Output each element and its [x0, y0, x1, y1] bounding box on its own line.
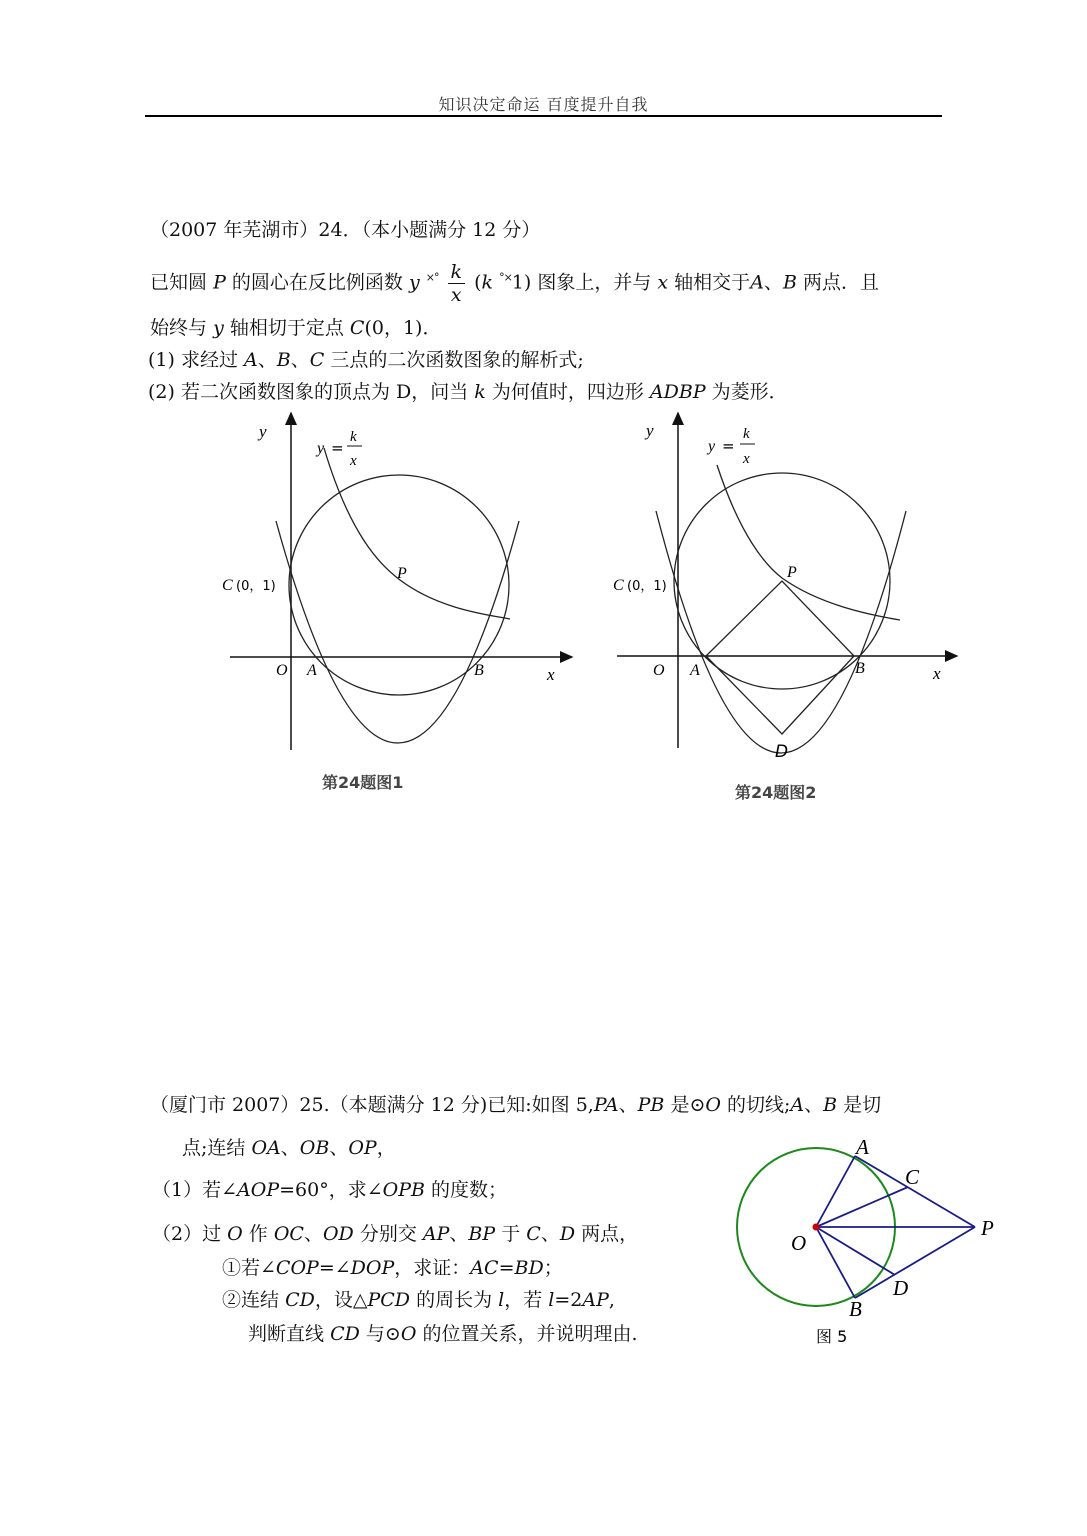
- curve-label-y: y: [317, 440, 325, 457]
- var-PB: PB: [637, 1094, 665, 1116]
- text: ，: [376, 1137, 396, 1159]
- curve-label-k: k: [350, 429, 357, 445]
- curve-label-k: k: [743, 426, 750, 442]
- text: 、: [290, 349, 310, 371]
- var-C: C: [526, 1223, 541, 1245]
- var-P: P: [213, 271, 226, 294]
- text: 已知圆: [150, 271, 208, 294]
- text: (0，1)．: [364, 317, 442, 339]
- text: 是切: [843, 1094, 882, 1116]
- point-C-coords: (0，1): [236, 579, 276, 594]
- origin-label: O: [276, 662, 288, 679]
- text: 、: [449, 1223, 469, 1245]
- var-AOP: AOP: [237, 1179, 280, 1201]
- point-B-label: B: [855, 660, 865, 677]
- text: 为菱形．: [711, 381, 788, 403]
- var-y: y: [408, 271, 420, 294]
- segment-OD: [816, 1227, 895, 1275]
- figure-24-1: [210, 405, 590, 805]
- var-l: l: [548, 1289, 555, 1311]
- segment-OB: [816, 1227, 855, 1298]
- var-B: B: [823, 1094, 838, 1116]
- text: 为何值时，四边形: [491, 381, 644, 403]
- curve-label-x: x: [350, 453, 357, 469]
- problem25-q2: [152, 1222, 638, 1246]
- curve-label-eq: =: [331, 439, 344, 457]
- text: 的位置关系，并说明理由.: [422, 1323, 638, 1345]
- point-B-label: B: [474, 662, 484, 679]
- text: 、: [329, 1137, 349, 1159]
- text: 、: [540, 1223, 560, 1245]
- problem25-intro: [150, 1093, 881, 1117]
- problem24-q1: [148, 348, 584, 372]
- problem25-sub3: [248, 1322, 637, 1346]
- var-DOP: DOP: [350, 1257, 395, 1279]
- var-B: B: [276, 349, 291, 371]
- var-OB: OB: [299, 1137, 330, 1159]
- text: 的切线;: [726, 1094, 791, 1116]
- problem24-line1: [150, 253, 879, 307]
- fraction-numerator: k: [448, 261, 466, 284]
- segment-OA: [816, 1156, 855, 1227]
- point-A-label: A: [307, 662, 317, 679]
- text: （厦门市 2007）25.（本题满分 12 分)已知:如图 5,: [150, 1094, 594, 1116]
- point-D-label: D: [893, 1276, 909, 1300]
- var-AP: AP: [582, 1289, 609, 1311]
- var-x: x: [657, 271, 669, 294]
- text: ，若: [504, 1289, 543, 1311]
- problem24-source: （2007 年芜湖市）24．（本小题满分 12 分）: [150, 219, 541, 241]
- text: 的周长为: [416, 1289, 493, 1311]
- text: =60°，求∠: [279, 1179, 383, 1201]
- var-OC: OC: [273, 1223, 304, 1245]
- var-O: O: [400, 1323, 417, 1345]
- hyperbola-curve: [324, 448, 510, 619]
- fraction-denominator: x: [450, 283, 462, 306]
- var-BP: BP: [468, 1223, 496, 1245]
- rhombus-ADBP: [706, 581, 854, 734]
- text: =∠: [318, 1257, 351, 1279]
- var-k: k: [474, 381, 486, 403]
- var-AC: AC: [470, 1257, 499, 1279]
- problem24-line2: [150, 316, 441, 340]
- text: ①若∠: [222, 1257, 276, 1279]
- x-axis-label: x: [933, 664, 941, 683]
- text: （1）若∠: [152, 1179, 238, 1201]
- page-header: 知识决定命运 百度提升自我: [438, 95, 649, 114]
- text: ,: [608, 1289, 615, 1311]
- curve-label-eq: =: [722, 437, 735, 455]
- text: 、: [303, 1223, 323, 1245]
- text: 的圆心在反比例函数: [231, 271, 403, 294]
- point-C-coords: (0，1): [627, 579, 667, 594]
- point-A-label: A: [856, 1135, 869, 1159]
- var-B: B: [782, 271, 797, 294]
- point-O-label: O: [791, 1231, 807, 1255]
- paren-open: (: [474, 271, 482, 294]
- text: 三点的二次函数图象的解析式;: [330, 349, 584, 371]
- text: 轴相交于: [674, 271, 751, 294]
- problem25-q1: [152, 1178, 507, 1202]
- var-A: A: [790, 1094, 805, 1116]
- var-OD: OD: [322, 1223, 354, 1245]
- text: 、: [257, 349, 277, 371]
- var-OA: OA: [251, 1137, 281, 1159]
- point-P-label: P: [397, 565, 407, 582]
- parabola-curve: [276, 521, 519, 743]
- var-OPB: OPB: [382, 1179, 425, 1201]
- garbled-glyph: °×: [499, 271, 512, 284]
- y-axis-label: y: [259, 422, 267, 441]
- origin-label: O: [653, 662, 665, 679]
- point-B-label: B: [849, 1297, 862, 1321]
- var-D: D: [559, 1223, 576, 1245]
- y-axis-label: y: [646, 421, 654, 440]
- var-A: A: [750, 271, 764, 294]
- parabola-curve: [656, 511, 906, 753]
- garbled-glyph: ×°: [425, 271, 439, 284]
- var-PA: PA: [593, 1094, 619, 1116]
- text: 始终与: [150, 317, 208, 339]
- paren-close: 1): [511, 271, 532, 294]
- text: 、: [763, 271, 783, 294]
- point-C-label: C: [613, 577, 624, 594]
- figure-caption: 第24题图1: [322, 773, 404, 792]
- text: =2: [554, 1289, 583, 1311]
- problem25-sub1: [222, 1256, 563, 1280]
- figure-caption: 图 5: [816, 1327, 848, 1346]
- curve-label-x: x: [743, 451, 750, 467]
- point-C-label: C: [905, 1165, 920, 1189]
- text: 图象上，并与: [537, 271, 652, 294]
- text: ，设△: [314, 1289, 368, 1311]
- var-C: C: [309, 349, 325, 371]
- text: ，求证：: [394, 1257, 471, 1279]
- text: （2）过: [152, 1223, 222, 1245]
- header-rule: [145, 115, 942, 117]
- figure-5: [725, 1130, 1015, 1360]
- point-A-label: A: [690, 662, 700, 679]
- text: 是⊙: [670, 1094, 706, 1116]
- fraction-k-over-x: [448, 261, 466, 306]
- text: 两点．且: [802, 271, 879, 294]
- problem24-q2: [148, 380, 788, 404]
- curve-label-y: y: [708, 438, 716, 455]
- text: 、: [618, 1094, 638, 1116]
- center-point-O: [813, 1224, 820, 1231]
- text: 作: [248, 1223, 268, 1245]
- var-l: l: [498, 1289, 505, 1311]
- text: (2) 若二次函数图象的顶点为 D，问当: [148, 381, 469, 403]
- var-A: A: [244, 349, 258, 371]
- var-O: O: [227, 1223, 243, 1245]
- text: 于: [501, 1223, 521, 1245]
- var-C: C: [349, 317, 365, 339]
- var-ADBP: ADBP: [649, 381, 706, 403]
- var-OP: OP: [348, 1137, 377, 1159]
- text: 两点，: [581, 1223, 639, 1245]
- var-CD: CD: [330, 1323, 360, 1345]
- point-D-label: D: [775, 742, 789, 762]
- text: ；: [543, 1257, 563, 1279]
- point-C-label: C: [222, 577, 233, 594]
- problem25-line2: [182, 1136, 396, 1160]
- figure-24-2: [605, 405, 975, 815]
- text: (1) 求经过: [148, 349, 238, 371]
- problem25-sub2: [222, 1288, 615, 1312]
- text: 与⊙: [365, 1323, 401, 1345]
- point-P-label: P: [981, 1216, 994, 1240]
- text: 、: [280, 1137, 300, 1159]
- hyperbola-curve: [717, 465, 900, 620]
- text: 轴相切于定点: [229, 317, 344, 339]
- var-k: k: [481, 271, 494, 294]
- var-BD: BD: [514, 1257, 544, 1279]
- figure-caption: 第24题图2: [735, 783, 817, 802]
- x-axis-label: x: [547, 665, 555, 684]
- var-AP: AP: [422, 1223, 450, 1245]
- var-PCD: PCD: [367, 1289, 411, 1311]
- text: 、: [804, 1094, 824, 1116]
- text: 分别交: [359, 1223, 417, 1245]
- var-CD: CD: [285, 1289, 315, 1311]
- text: 点;连结: [182, 1137, 246, 1159]
- text: ②连结: [222, 1289, 280, 1311]
- point-P-label: P: [787, 564, 797, 581]
- var-O: O: [705, 1094, 721, 1116]
- text: 判断直线: [248, 1323, 325, 1345]
- var-y: y: [213, 317, 224, 339]
- var-COP: COP: [275, 1257, 319, 1279]
- text: 的度数；: [431, 1179, 508, 1201]
- text: =: [498, 1257, 515, 1279]
